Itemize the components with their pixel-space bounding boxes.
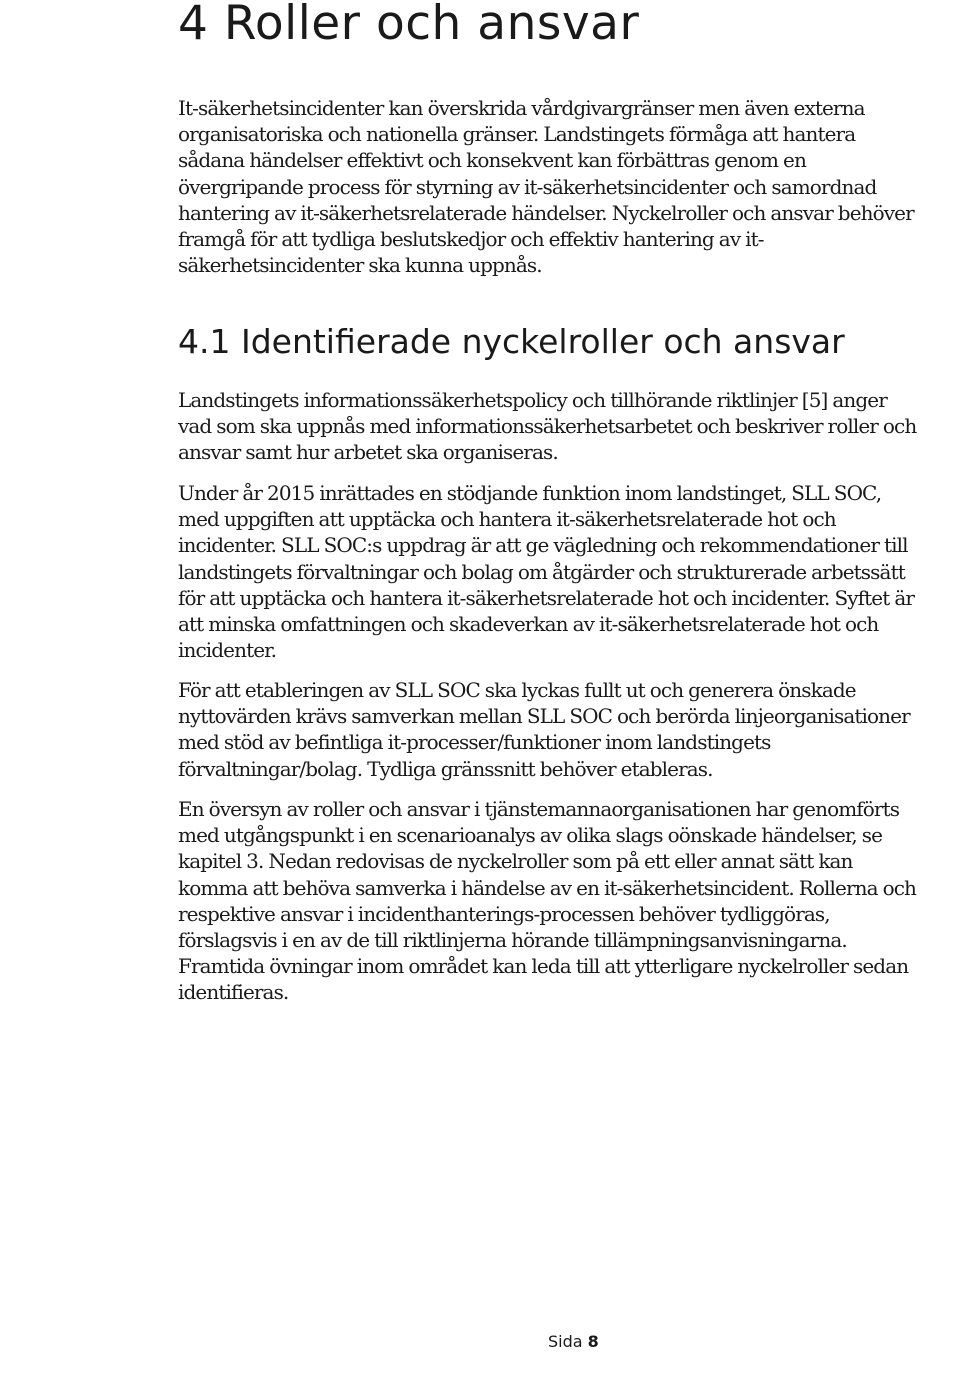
text-line: övergripande process för styrning av it-säkerhetsincidenter och samordnad	[178, 174, 877, 199]
text-line: med stöd av befintliga it-processer/funktioner inom landstingets	[178, 730, 771, 755]
text-line: med uppgiften att upptäcka och hantera it-säkerhetsrelaterade hot och	[178, 507, 836, 532]
text-line: incidenter.	[178, 638, 277, 663]
establishment-paragraph	[178, 677, 958, 782]
text-line: identifieras.	[178, 980, 289, 1005]
text-line: ansvar samt hur arbetet ska organiseras.	[178, 440, 558, 465]
text-line: Landstingets informationssäkerhetspolicy och tillhörande riktlinjer [5] anger	[178, 388, 887, 412]
text-line: En översyn av roller och ansvar i tjänstemannaorganisationen har genomförts	[178, 797, 900, 821]
text-line: landstingets förvaltningar och bolag om åtgärder och strukturerade arbetssätt	[178, 559, 905, 584]
text-line: Under år 2015 inrättades en stödjande funktion inom landstinget, SLL SOC,	[178, 481, 882, 505]
text-line: hantering av it-säkerhetsrelaterade händelser. Nyckelroller och ansvar behöver	[178, 200, 914, 225]
text-line: organisatoriska och nationella gränser. Landstingets förmåga att hantera	[178, 122, 856, 147]
policy-paragraph	[178, 387, 958, 466]
text-line: sådana händelser effektivt och konsekvent kan förbättras genom en	[178, 148, 806, 173]
review-paragraph	[178, 796, 958, 1006]
text-line: incidenter. SLL SOC:s uppdrag är att ge vägledning och rekommendationer till	[178, 533, 908, 558]
text-line: säkerhetsincidenter ska kunna uppnås.	[178, 253, 542, 278]
page-number: 8	[587, 1332, 599, 1351]
intro-paragraph	[178, 95, 958, 278]
text-line: kapitel 3. Nedan redovisas de nyckelroller som på ett eller annat sätt kan	[178, 849, 853, 874]
soc-paragraph	[178, 480, 958, 663]
text-line: förvaltningar/bolag. Tydliga gränssnitt behöver etableras.	[178, 756, 713, 781]
text-line: För att etableringen av SLL SOC ska lyckas fullt ut och generera önskade	[178, 678, 856, 702]
chapter-heading: 4 Roller och ansvar	[178, 0, 640, 51]
text-line: respektive ansvar i incidenthanterings-processen behöver tydliggöras,	[178, 901, 830, 926]
section-heading: 4.1 Identifierade nyckelroller och ansvar	[178, 322, 845, 361]
text-line: framgå för att tydliga beslutskedjor och effektiv hantering av it-	[178, 227, 764, 252]
page-footer	[548, 1332, 599, 1352]
text-line: förslagsvis i en av de till riktlinjerna hörande tillämpningsanvisningarna.	[178, 928, 847, 953]
text-line: vad som ska uppnås med informationssäkerhetsarbetet och beskriver roller och	[178, 414, 917, 439]
page-label: Sida	[548, 1332, 583, 1351]
text-line: It-säkerhetsincidenter kan överskrida vårdgivargränser men även externa	[178, 96, 865, 120]
text-line: Framtida övningar inom området kan leda till att ytterligare nyckelroller sedan	[178, 954, 909, 979]
text-line: med utgångspunkt i en scenarioanalys av olika slags oönskade händelser, se	[178, 823, 883, 848]
text-line: komma att behöva samverka i händelse av en it-säkerhetsincident. Rollerna och	[178, 875, 917, 900]
text-line: att minska omfattningen och skadeverkan av it-säkerhetsrelaterade hot och	[178, 612, 879, 637]
text-line: nyttovärden krävs samverkan mellan SLL SOC och berörda linjeorganisationer	[178, 704, 910, 729]
text-line: för att upptäcka och hantera it-säkerhetsrelaterade hot och incidenter. Syftet är	[178, 585, 915, 610]
